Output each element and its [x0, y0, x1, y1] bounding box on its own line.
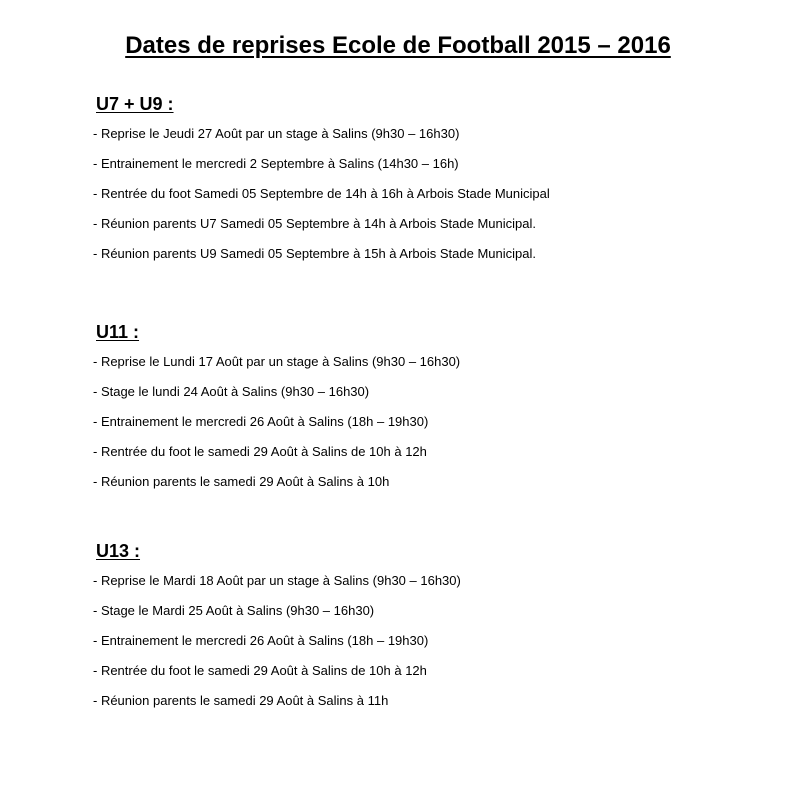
list-item: - Reprise le Mardi 18 Août par un stage à Salins (9h30 – 16h30)	[93, 573, 461, 588]
list-item: - Reprise le Jeudi 27 Août par un stage à Salins (9h30 – 16h30)	[93, 126, 460, 141]
document-title: Dates de reprises Ecole de Football 2015 – 2016	[125, 32, 671, 60]
list-item: - Stage le lundi 24 Août à Salins (9h30 – 16h30)	[93, 384, 370, 399]
list-item: - Rentrée du foot le samedi 29 Août à Salins de 10h à 12h	[93, 444, 427, 459]
list-item: - Réunion parents U7 Samedi 05 Septembre à 14h à Arbois Stade Municipal.	[93, 216, 536, 231]
list-item: - Réunion parents le samedi 29 Août à Salins à 11h	[93, 693, 389, 708]
section-heading: U13 :	[96, 541, 141, 561]
section-u13	[93, 539, 756, 722]
list-item: - Réunion parents U9 Samedi 05 Septembre à 15h à Arbois Stade Municipal.	[93, 246, 536, 261]
list-item: - Entrainement le mercredi 26 Août à Salins (18h – 19h30)	[93, 633, 429, 648]
list-item: - Reprise le Lundi 17 Août par un stage à Salins (9h30 – 16h30)	[93, 354, 461, 369]
section-u7-u9	[93, 92, 756, 275]
list-item: - Rentrée du foot le samedi 29 Août à Salins de 10h à 12h	[93, 663, 427, 678]
section-heading: U7 + U9 :	[96, 94, 174, 114]
section-heading: U11 :	[96, 322, 140, 342]
list-item: - Entrainement le mercredi 26 Août à Salins (18h – 19h30)	[93, 414, 429, 429]
list-item: - Réunion parents le samedi 29 Août à Salins à 10h	[93, 474, 390, 489]
list-item: - Stage le Mardi 25 Août à Salins (9h30 – 16h30)	[93, 603, 375, 618]
list-item: - Rentrée du foot Samedi 05 Septembre de 14h à 16h à Arbois Stade Municipal	[93, 186, 550, 201]
list-item: - Entrainement le mercredi 2 Septembre à Salins (14h30 – 16h)	[93, 156, 459, 171]
section-u11	[93, 320, 756, 503]
